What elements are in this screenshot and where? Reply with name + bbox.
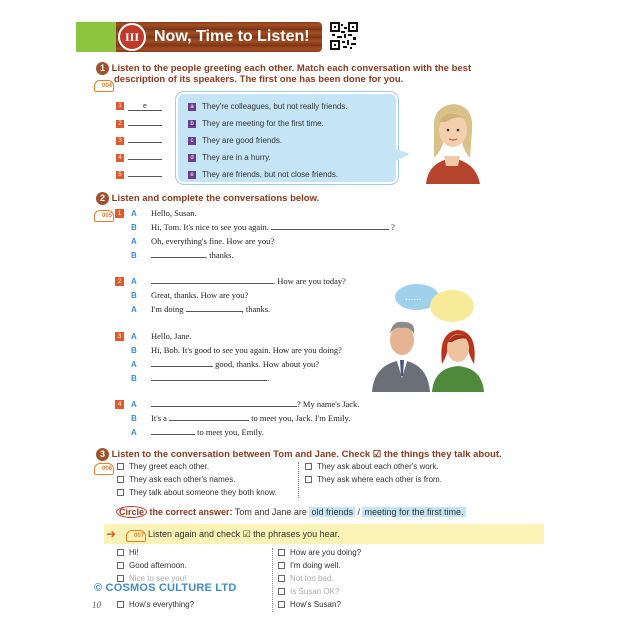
speaker-label: A [131,428,137,437]
conversation-number-2: 2 [115,277,124,286]
phrase-text: How's everything? [129,600,195,609]
option-text: They are good friends. [202,136,283,145]
circle-instruction: the correct answer: [147,507,233,517]
ex2-instruction [96,192,319,205]
fill-blank[interactable] [151,399,297,407]
dialogue-line [151,304,270,314]
topic-check-item[interactable] [117,488,277,497]
dialogue-line [151,236,274,246]
line-text: Hello, Jane. [151,331,192,341]
line-text: , thanks. [205,250,234,260]
topic-check-item[interactable] [305,462,439,471]
speaker-label: A [131,277,137,286]
line-text: Hi, Tom. It's nice to see you again. [151,222,269,232]
checkbox[interactable] [278,575,285,582]
match-item-5 [116,169,162,179]
phrase-check-item[interactable] [278,587,339,596]
topic-text: They ask each other's names. [129,475,236,484]
dialogue-line [151,373,269,383]
line-text: ? [391,222,395,232]
ex3-instruction-text: Listen to the conversation between Tom and Jane. Check ☑ the things they talk about. [111,449,502,461]
option-a [188,102,348,111]
audio-track-007: 007 [133,533,144,539]
bubble-tail [394,148,410,162]
topic-text: They greet each other. [129,462,210,471]
conversation-4 [131,399,391,445]
audio-icon-007[interactable] [126,530,146,542]
option-letter: a [188,103,196,111]
line-text: . [267,373,270,383]
match-answer-blank[interactable]: e [128,103,162,111]
dialogue-line [151,290,248,300]
fill-blank[interactable] [151,276,273,284]
choice-old-friends[interactable]: old friends [311,507,353,517]
fill-blank[interactable] [169,413,249,421]
choice-separator: / [354,507,363,517]
qr-code-icon[interactable] [330,22,358,50]
speaker-label: B [131,291,137,300]
phrase-check-item[interactable] [278,600,341,609]
conversation-2 [131,276,371,322]
match-item-number: 1 [116,102,124,110]
match-item-number: 2 [116,120,124,128]
speaker-label: A [131,332,137,341]
line-text: Great, thanks. How are you? [151,290,249,300]
phrase-text: Hi! [129,548,139,557]
match-item-1 [116,101,162,111]
topic-text: They ask about each other's work. [317,462,439,471]
match-item-2 [116,118,162,128]
match-answer-blank[interactable] [128,118,162,126]
man-woman-illustration [372,282,492,392]
line-text: Oh, everything's fine. How are you? [151,236,275,246]
arrow-right-icon: ➜ [106,527,117,541]
fill-blank[interactable] [151,250,205,258]
line-text: ? My name's Jack. [297,399,360,409]
speaker-label: B [131,374,137,383]
ex1-number: 1 [96,62,109,75]
options-speech-bubble [176,92,398,184]
checkbox[interactable] [117,601,124,608]
audio-icon-006[interactable] [94,463,114,475]
checkbox[interactable] [117,476,124,483]
checkbox[interactable] [117,549,124,556]
conversation-number-3: 3 [115,332,124,341]
line-text: I'm doing [151,304,184,314]
phrase-check-item[interactable] [278,574,334,583]
ex3-instruction [96,448,502,461]
section-numeral-badge: III [118,23,146,51]
line-text: . How are you today? [273,276,346,286]
conversation-3 [131,331,371,391]
fill-blank[interactable] [151,427,195,435]
match-item-3 [116,135,162,145]
choice-first-time[interactable]: meeting for the first time. [364,507,464,517]
match-item-number: 4 [116,154,124,162]
option-letter: e [188,171,196,179]
fill-blank[interactable] [151,373,270,383]
topic-text: They talk about someone they both know. [129,488,277,497]
speaker-label: B [131,223,137,232]
ex2-instruction-text: Listen and complete the conversations below. [111,193,320,205]
checkbox[interactable] [278,588,285,595]
phrase-check-item[interactable] [278,561,340,570]
audio-track-004: 004 [101,83,112,89]
topic-check-item[interactable] [305,475,442,484]
ex1-instruction-line2: description of its speakers. The first one has been done for you. [114,74,404,85]
woman-illustration [418,100,488,184]
match-answer-blank[interactable] [128,135,162,143]
dialogue-line [151,413,350,423]
line-text: good, thanks. How about you? [215,359,320,369]
speaker-label: A [131,209,137,218]
phrase-check-item[interactable] [278,548,361,557]
listen-again-band [104,524,544,544]
option-e [188,170,338,179]
topic-text: They ask where each other is from. [317,475,442,484]
topic-check-item[interactable] [117,475,235,484]
checkbox[interactable] [305,476,312,483]
option-text: They are in a hurry. [202,153,271,162]
phrase-check-item[interactable] [117,548,139,557]
dialogue-line [151,399,359,409]
ex2-number: 2 [96,192,109,205]
listen-again-text: Listen again and check ☑ the phrases you hear. [148,529,340,539]
phrase-text: I'm doing well. [290,561,341,570]
audio-track-005: 005 [101,213,112,219]
match-answer-blank[interactable] [128,169,162,177]
phrase-text: Not too bad. [290,574,334,583]
speaker-label: B [131,414,137,423]
fill-blank[interactable] [186,304,242,312]
checkbox[interactable] [278,549,285,556]
speaker-label: A [131,305,137,314]
option-text: They are friends, but not close friends. [202,170,339,179]
line-text: It's a [151,413,167,423]
match-answer-blank[interactable] [128,152,162,160]
conversation-number-1: 1 [115,209,124,218]
ex1-instruction-line1: Listen to the people greeting each other. Match each conversation with the best [111,63,472,75]
speaker-label: B [131,346,137,355]
option-letter: d [188,154,196,162]
ex3-number: 3 [96,448,109,461]
dialogue-line [151,331,191,341]
phrase-text: Nice to see you! [129,574,187,583]
option-text: They are meeting for the first time. [202,119,324,128]
match-item-number: 3 [116,137,124,145]
dialogue-line [151,427,264,437]
dialogue-line [151,276,346,286]
match-item-number: 5 [116,171,124,179]
phrase-text: Is Susan OK? [290,587,340,596]
match-item-4 [116,152,162,162]
copyright-watermark: © COSMOS CULTURE LTD [94,582,237,594]
option-c [188,136,282,145]
dialogue-line [151,359,319,369]
speaker-label: A [131,400,137,409]
option-letter: c [188,137,196,145]
audio-icon-005[interactable] [94,210,114,222]
topic-check-item[interactable] [117,462,209,471]
svg-text:......: ...... [405,292,422,303]
dialogue-line [151,345,342,355]
dialogue-line [151,222,395,232]
checkbox[interactable] [278,562,285,569]
circle-answer-line [116,507,466,517]
checkbox[interactable] [278,601,285,608]
phrase-check-item[interactable] [117,561,187,570]
phrase-text: How's Susan? [290,600,341,609]
column-divider [298,462,299,498]
option-b [188,119,324,128]
checkbox[interactable] [117,463,124,470]
speaker-label: A [131,237,137,246]
audio-track-006: 006 [101,466,112,472]
dialogue-line [151,250,234,260]
column-divider [272,548,273,612]
fill-blank[interactable] [271,222,389,230]
speaker-label: A [131,360,137,369]
option-d [188,153,271,162]
line-text: to meet you, Emily. [197,427,264,437]
checkbox[interactable] [117,489,124,496]
option-text: They're colleagues, but not really friends. [202,102,348,111]
line-text: , thanks. [241,304,271,314]
conversation-number-4: 4 [115,400,124,409]
option-letter: b [188,120,196,128]
dialogue-line [151,208,197,218]
speaker-label: B [131,251,137,260]
checkbox[interactable] [305,463,312,470]
phrase-check-item[interactable] [117,600,194,609]
phrase-text: How are you doing? [290,548,362,557]
line-text: to meet you, Jack. I'm Emily. [251,413,351,423]
audio-icon-004[interactable] [94,80,114,92]
circle-word: Circle [116,506,147,518]
fill-blank[interactable] [151,359,213,367]
line-text: Hi, Bob. It's good to see you again. How are you doing? [151,345,342,355]
page-number: 10 [92,600,101,610]
line-text: Hello, Susan. [151,208,197,218]
checkbox[interactable] [117,562,124,569]
circle-sentence: Tom and Jane are [232,507,310,517]
conversation-1 [131,208,431,268]
section-title: Now, Time to Listen! [154,28,310,45]
phrase-text: Good afternoon. [129,561,187,570]
